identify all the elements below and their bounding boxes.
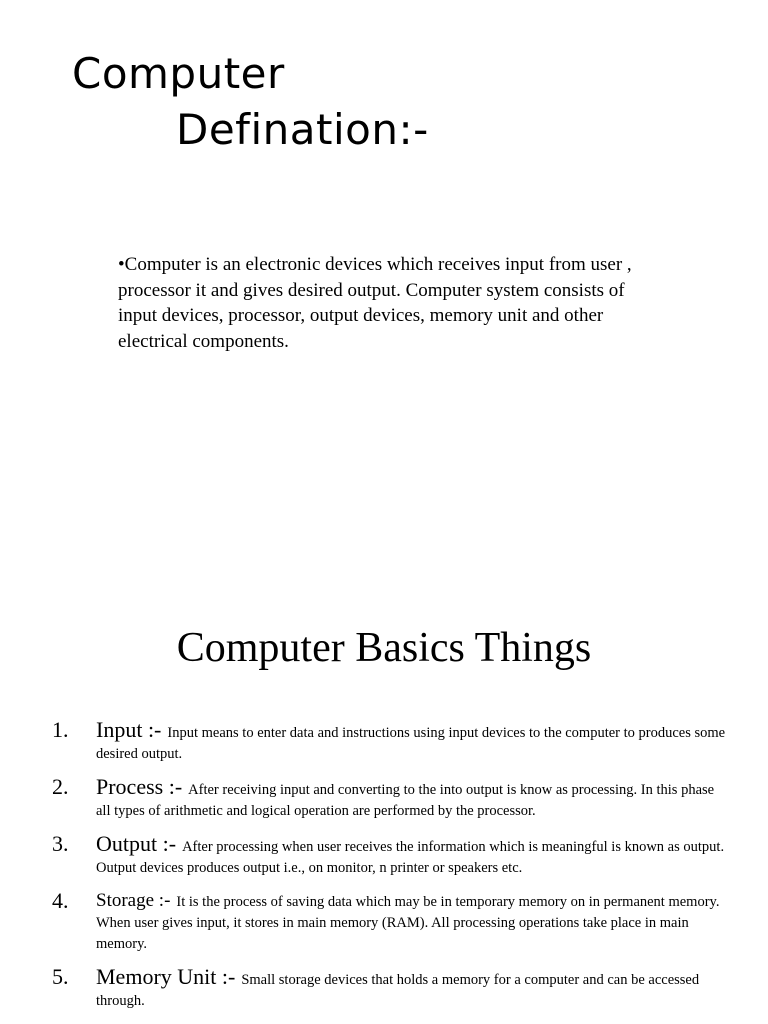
basics-heading: Computer Basics Things bbox=[176, 625, 592, 671]
slide-title-line-1: Computer bbox=[72, 49, 285, 98]
list-item-input bbox=[52, 718, 732, 765]
list-item-description: Small storage devices that holds a memory for a computer and can be accessed through. bbox=[96, 972, 700, 1009]
list-item-process bbox=[52, 775, 732, 822]
basics-list bbox=[52, 718, 732, 1022]
list-item-description: After processing when user receives the information which is meaningful is known as output. Output devices produces output i.e., on monitor, n printer or speakers etc. bbox=[96, 839, 725, 876]
list-item-term: Output :- bbox=[96, 831, 177, 856]
list-item-term: Process :- bbox=[96, 774, 183, 799]
list-item-term: Storage :- bbox=[96, 890, 171, 911]
list-item-number: 2. bbox=[52, 774, 69, 799]
definition-paragraph: •Computer is an electronic devices which receives input from user , processor it and gives desired output. Computer system consists of input devices, processor, output devices, memory unit and other electrical components. bbox=[118, 254, 632, 352]
list-item-storage bbox=[52, 889, 732, 955]
list-item-number: 5. bbox=[52, 964, 69, 989]
list-item-description: Input means to enter data and instructions using input devices to the computer to produces some desired output. bbox=[96, 725, 726, 762]
list-item-number: 1. bbox=[52, 717, 69, 742]
list-item-term: Memory Unit :- bbox=[96, 964, 236, 989]
list-item-description: After receiving input and converting to the into output is know as processing. In this phase all types of arithmetic and logical operation are performed by the processor. bbox=[96, 782, 715, 819]
list-item-description: It is the process of saving data which may be in temporary memory on in permanent memory. When user gives input, it stores in main memory (RAM). All processing operations take place in main memory. bbox=[96, 894, 720, 952]
list-item-memory-unit bbox=[52, 965, 732, 1012]
slide-title-line-2: Defination:- bbox=[176, 105, 429, 154]
list-item-term: Input :- bbox=[96, 717, 162, 742]
list-item-number: 3. bbox=[52, 831, 69, 856]
list-item-output bbox=[52, 832, 732, 879]
list-item-number: 4. bbox=[52, 888, 69, 913]
